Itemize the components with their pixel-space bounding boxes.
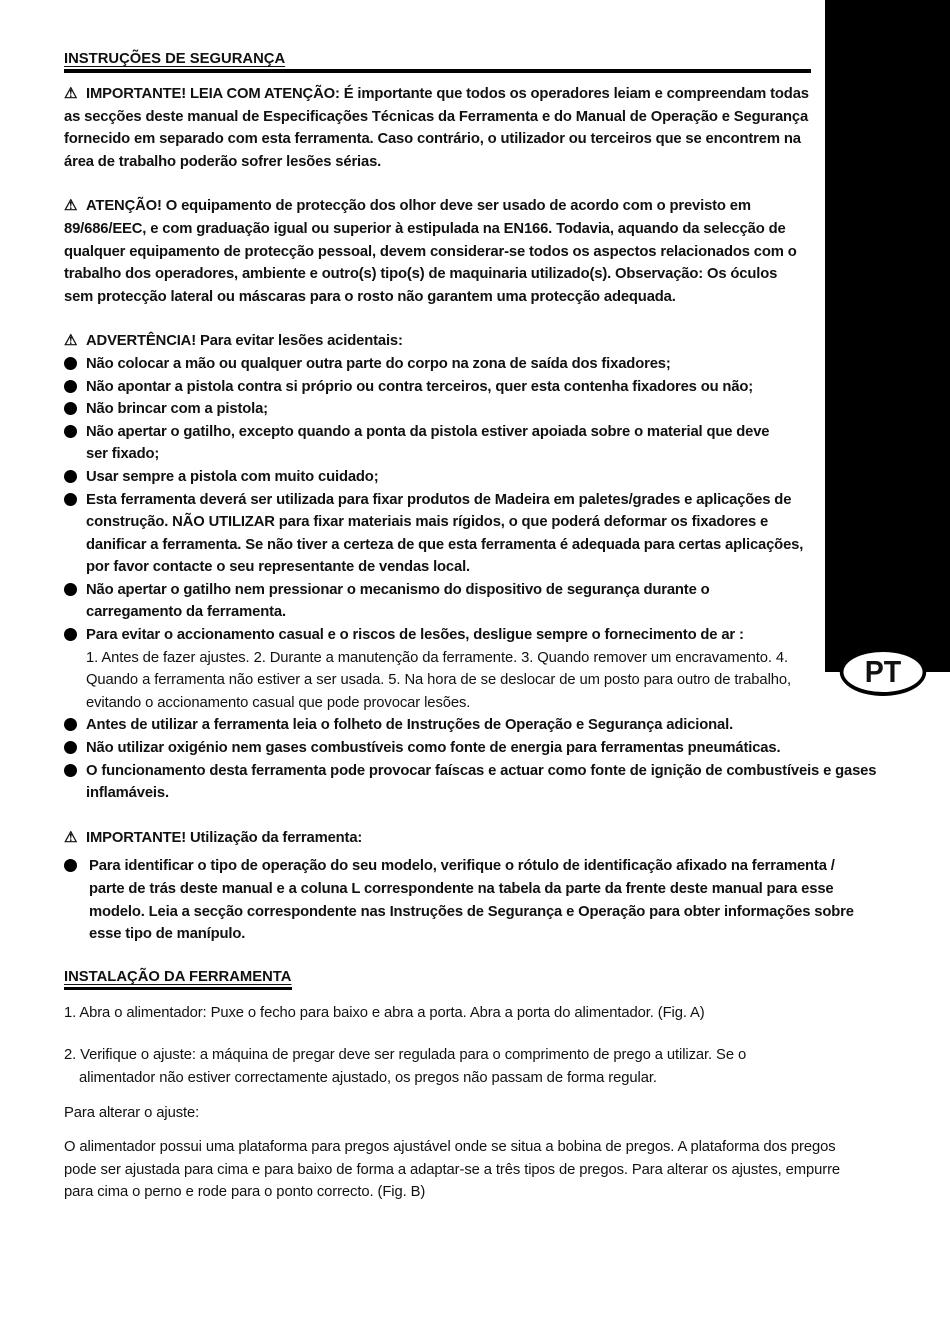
warning-bullet-list bbox=[64, 353, 877, 805]
list-item: Não apontar a pistola contra si próprio ou contra terceiros, quer esta contenha fixadores ou não; bbox=[64, 376, 864, 399]
bullet-dot-icon bbox=[64, 741, 77, 754]
list-item-air-supply: Para evitar o accionamento casual e o riscos de lesões, desligue sempre o fornecimento de ar : 1. Antes de fazer ajustes. 2. Durante a manutenção da ferramente. 3. Quando remover um encravamento. 4. Quando a ferramenta não estiver a ser usada. 5. Na hora de se deslocar de um posto para outro de trabalho, evitando o accionamento casual que pode provocar lesões. bbox=[64, 624, 809, 714]
bullet-dot-icon bbox=[64, 718, 77, 731]
list-item: Usar sempre a pistola com muito cuidado; bbox=[64, 466, 864, 489]
adjust-intro: Para alterar o ajuste: bbox=[64, 1104, 200, 1121]
usage-paragraph: ⚠ IMPORTANTE! Utilização da ferramenta: bbox=[64, 827, 884, 850]
list-item: Antes de utilizar a ferramenta leia o folheto de Instruções de Operação e Segurança adicional. bbox=[64, 714, 864, 737]
list-item: Não brincar com a pistola; bbox=[64, 398, 864, 421]
warning-triangle-icon: ⚠ bbox=[64, 85, 78, 102]
bullet-dot-icon bbox=[64, 402, 77, 415]
warning-paragraph: ⚠ ADVERTÊNCIA! Para evitar lesões acidentais: bbox=[64, 330, 884, 353]
adjust-text: O alimentador possui uma plataforma para pregos ajustável onde se situa a bobina de pregos. A plataforma dos pregos pode ser ajustada para cima e para baixo de forma a adaptar-se a três tipos de pregos. Para alterar os ajustes, empurre para cima o perno e rode para o ponto correcto. (Fig. B) bbox=[64, 1139, 841, 1201]
attention-paragraph: ⚠ ATENÇÃO! O equipamento de protecção dos olhor deve ser usado de acordo com o previsto em 89/686/EEC, e com graduação igual ou superior à estipulada na EN166. Todavia, aquando da selecção de qualquer equipamento de protecção pessoal, devem considerar-se todos os aspectos relacionados com o trabalho dos operadores, ambiente e outro(s) tipo(s) de maquinaria utilizado(s). Observação: Os óculos sem protecção lateral ou máscaras para o rosto não garantem uma protecção adequada. bbox=[64, 197, 797, 305]
list-item: Esta ferramenta deverá ser utilizada para fixar produtos de Madeira em paletes/grades e aplicações de construção. NÃO UTILIZAR para fixar materiais mais rígidos, o que poderá deformar os fixadores e danificar a ferramenta. Se não tiver a certeza de que esta ferramenta é adequada para certas aplicações, por favor contacte o seu representante de vendas local. bbox=[64, 489, 816, 579]
language-badge: PT bbox=[840, 648, 926, 696]
bullet-dot-icon bbox=[64, 493, 77, 506]
list-item: Não apertar o gatilho, excepto quando a ponta da pistola estiver apoiada sobre o material que deve ser fixado; bbox=[64, 421, 794, 466]
list-item: Não apertar o gatilho nem pressionar o mecanismo do dispositivo de segurança durante o carregamento da ferramenta. bbox=[64, 579, 784, 624]
bullet-dot-icon bbox=[64, 425, 77, 438]
list-item: Não colocar a mão ou qualquer outra parte do corpo na zona de saída dos fixadores; bbox=[64, 353, 864, 376]
page-content bbox=[64, 48, 884, 1204]
bullet-dot-icon bbox=[64, 628, 77, 641]
usage-bullet: Para identificar o tipo de operação do seu modelo, verifique o rótulo de identificação afixado na ferramenta / parte de trás deste manual e a coluna L correspondente na tabela da parte da frente deste manual para esse modelo. Leia a secção correspondente nas Instruções de Segurança e Operação para obter informações sobre esse tipo de manípulo. bbox=[64, 855, 859, 945]
install-step-1: 1. Abra o alimentador: Puxe o fecho para baixo e abra a porta. Abra a porta do alimentador. (Fig. A) bbox=[64, 1004, 705, 1021]
bullet-dot-icon bbox=[64, 380, 77, 393]
safety-heading: INSTRUÇÕES DE SEGURANÇA bbox=[64, 51, 286, 67]
warning-triangle-icon: ⚠ bbox=[64, 828, 78, 846]
bullet-dot-icon bbox=[64, 583, 77, 596]
warning-triangle-icon: ⚠ bbox=[64, 332, 78, 350]
important-paragraph: ⚠ IMPORTANTE! LEIA COM ATENÇÃO: É importante que todos os operadores leiam e compreendam todas as secções deste manual de Especificações Técnicas da Ferramenta e do Manual de Operação e Segurança fornecido em separado com esta ferramenta. Caso contrário, o utilizador ou terceiros que se encontrem na área de trabalho poderão sofrer lesões sérias. bbox=[64, 85, 809, 170]
list-item: O funcionamento desta ferramenta pode provocar faíscas e actuar como fonte de ignição de combustíveis e gases inflamáveis. bbox=[64, 760, 884, 805]
warning-triangle-icon: ⚠ bbox=[64, 197, 78, 215]
bullet-dot-icon bbox=[64, 764, 77, 777]
bullet-dot-icon bbox=[64, 470, 77, 483]
install-heading: INSTALAÇÃO DA FERRAMENTA bbox=[64, 968, 292, 985]
install-step-2: 2. Verifique o ajuste: a máquina de pregar deve ser regulada para o comprimento de prego a utilizar. Se o alimentador não estiver correctamente ajustado, os pregos não passam de forma regular. bbox=[64, 1047, 747, 1086]
bullet-dot-icon bbox=[64, 357, 77, 370]
bullet-dot-icon bbox=[64, 859, 77, 872]
list-item: Não utilizar oxigénio nem gases combustíveis como fonte de energia para ferramentas pneumáticas. bbox=[64, 737, 864, 760]
